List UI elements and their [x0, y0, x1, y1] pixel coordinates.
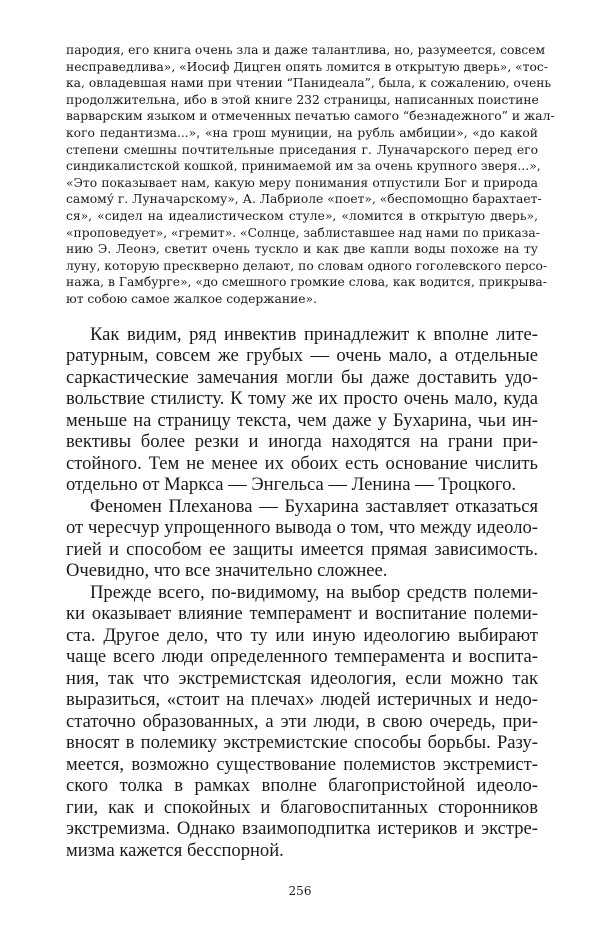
quote-line: нажа, в Гамбурге», «до смешного громкие слова, как водится, прикрыва- [66, 275, 547, 290]
text-line: статочно образованных, а эти люди, в свою очередь, при- [66, 710, 538, 732]
text-line: от чересчур упрощенного вывода о том, что между идеоло- [66, 517, 538, 538]
text-line: ратурным, совсем же грубых — очень мало, а отдельные [66, 345, 538, 366]
main-text [66, 324, 538, 862]
text-line: Как видим, ряд инвектив принадлежит к вполне лите- [90, 323, 538, 345]
text-line: вольствие стилисту. К тому же их просто очень мало, куда [66, 388, 538, 409]
quote-line: ют собою самое жалкое содержание». [66, 291, 317, 306]
text-line: гии, как и спокойных и благовоспитанных сторонников [66, 796, 538, 818]
quote-line: продолжительна, ибо в этой книге 232 страницы, написанных поистине [66, 92, 539, 107]
text-line: саркастические замечания могли бы даже доставить удо- [66, 366, 538, 388]
text-line: меньше на страницу текста, чем даже у Бухарина, чьи ин- [66, 409, 538, 431]
quote-line: кого педантизма...», «на грош муниции, на рубль амбиции», «до какой [66, 125, 538, 140]
text-line: чаще всего люди определенного темперамента и воспита- [66, 646, 538, 667]
text-line: ки оказывает влияние темперамент и воспитание полеми- [66, 603, 538, 624]
page-number: 256 [288, 884, 312, 898]
quote-line: луну, которую прескверно делают, по словам одного гоголевского персо- [66, 258, 548, 273]
text-line: отдельно от Маркса — Энгельса — Ленина — Троцкого. [66, 474, 517, 495]
quote-line: «проповедует», «гремит». «Солнце, заблиставшее над нами по приказа- [66, 225, 540, 240]
text-line: Феномен Плеханова — Бухарина заставляет отказаться [90, 495, 538, 517]
quote-line: ся», «сидел на идеалистическом стуле», «ломится в открытую дверь», [66, 208, 538, 223]
page-content [66, 42, 555, 861]
text-line: мизма кажется бесспорной. [66, 839, 284, 861]
text-line: вносят в полемику экстремистские способы борьбы. Разу- [66, 732, 538, 753]
text-line: Очевидно, что все значительно сложнее. [66, 560, 388, 581]
quote-line: синдикалистской кошкой, принимаемой им за очень крупного зверя...», [66, 159, 541, 174]
quote-line: «Это показывает нам, какую меру понимания отпустили Бог и природа [66, 175, 538, 190]
quote-line: ка, овладевшая нами при чтении “Панидеала”, была, к сожалению, очень [66, 76, 552, 91]
quote-line: самому́ г. Луначарскому», А. Лабриоле «поет», «беспомощно барахтает- [66, 192, 542, 207]
text-line: стойного. Тем не менее их обоих есть основание числить [66, 452, 538, 474]
quote-line: степени смешны почтительные приседания г. Луначарского перед его [66, 142, 538, 157]
quote-line: нию Э. Леонэ, светит очень тускло и как две капли воды похоже на ту [66, 242, 538, 257]
paragraph [66, 582, 538, 862]
quote-line: несправедлива», «Иосиф Дицген опять ломится в открытую дверь», «тос- [66, 59, 548, 74]
text-line: ста. Другое дело, что ту или иную идеологию выбирают [66, 624, 538, 646]
paragraph [66, 496, 538, 582]
quote-line: варварским языком и отмеченных печатью самого “безнадежного” и жал- [66, 109, 555, 124]
text-line: гией и способом ее защиты имеется прямая зависимость. [66, 538, 538, 560]
quote-line: пародия, его книга очень зла и даже талантлива, но, разумеется, совсем [66, 43, 546, 57]
text-line: меется, возможно существование полемистов экстремист- [66, 753, 538, 775]
text-line: выразиться, «стоит на плечах» людей истеричных и недо- [66, 689, 538, 710]
text-line: вективы более резки и иногда находятся на грани при- [66, 431, 538, 452]
quotation-block [66, 42, 555, 308]
text-line: Прежде всего, по-видимому, на выбор средств полеми- [90, 581, 538, 603]
text-line: ния, так что экстремистская идеология, если можно так [66, 667, 538, 689]
text-line: экстремизма. Однако взаимоподпитка истериков и экстре- [66, 818, 538, 839]
text-line: ского толка в рамках вполне благопристойной идеоло- [66, 775, 538, 796]
paragraph [66, 324, 538, 496]
